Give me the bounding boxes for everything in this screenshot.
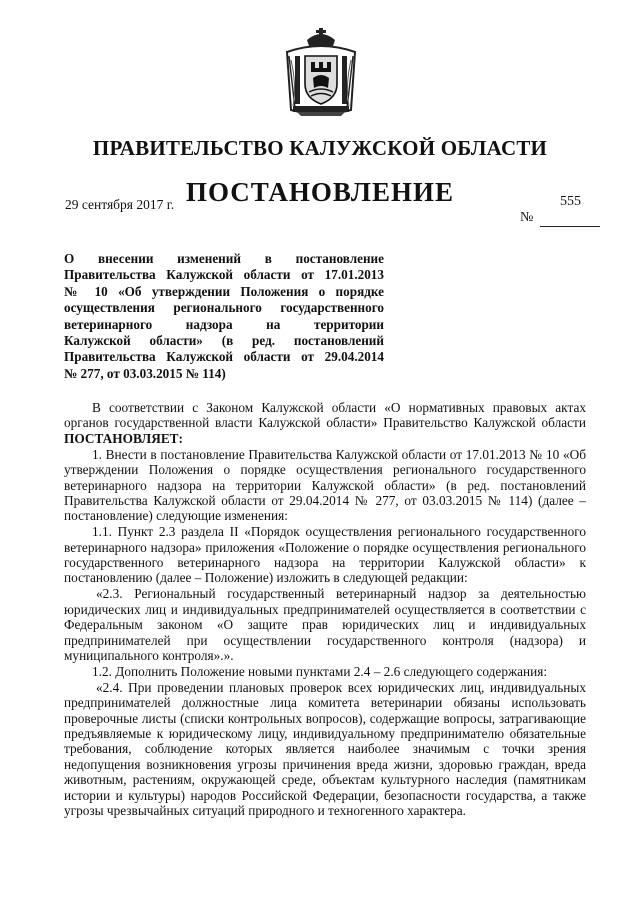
- preamble-text: В соответствии с Законом Калужской области «О нормативных правовых актах органов государственной власти Калужской области» Правительство Калужской области: [64, 400, 586, 431]
- number-label: №: [520, 210, 534, 225]
- clause-1-2: 1.2. Дополнить Положение новыми пунктами 2.4 – 2.6 следующего содержания:: [92, 663, 548, 679]
- document-date: 29 сентября 2017 г.: [65, 197, 175, 212]
- document-body: [64, 400, 586, 818]
- subject-line: Правительства Калужской области от 29.04.2014: [64, 349, 384, 365]
- subject-line: № 277, от 03.03.2015 № 114): [64, 365, 226, 381]
- number-underline: [540, 226, 600, 227]
- clause-2-3-new-text: «2.3. Региональный государственный ветеринарный надзор за деятельностью юридических лиц и индивидуальных предпринимателей осуществляется в соответствии с Федеральным законом «О защите прав юридических лиц и индивидуальных предпринимателей при осуществлении государственного контроля (надзора) и муниципального контроля».».: [64, 586, 586, 663]
- clause-2-4-new-text: «2.4. При проведении плановых проверок всех юридических лиц, индивидуальных предпринимателей должностные лица комитета ветеринарии обязаны использовать проверочные листы (списки контрольных вопросов), содержащие вопросы, затрагивающие предъявляемые к юридическому лицу, индивидуальному предпринимателю обязательные требования, соблюдение которых является наиболее значимым с точки зрения недопущения возникновения угрозы причинения вреда жизни, здоровью граждан, вреда животным, растениям, окружающей среде, объектам культурного наследия (памятникам истории и культуры) народов Российской Федерации, безопасности государства, а также угрозы чрезвычайных ситуаций природного и техногенного характера.: [64, 679, 586, 819]
- subject-line: Правительства Калужской области от 17.01.2013: [64, 267, 384, 283]
- coat-of-arms-emblem: [281, 26, 361, 118]
- subject-line: осуществления регионального государственного: [64, 300, 384, 316]
- subject-line: О внесении изменений в постановление: [64, 251, 384, 266]
- document-number: 555: [560, 194, 581, 209]
- subject-line: Калужской области» (в ред. постановлений: [64, 333, 384, 349]
- clause-1-1: 1.1. Пункт 2.3 раздела II «Порядок осуществления регионального государственного ветеринарного надзора» приложения «Положение о порядке осуществления регионального государственного ветеринарного надзора на территории Калужской области» к постановлению (далее – Положение) изложить в следующей редакции:: [64, 524, 586, 586]
- clause-1: 1. Внести в постановление Правительства Калужской области от 17.01.2013 № 10 «Об утверждении Положения о порядке осуществления регионального государственного ветеринарного надзора на территории Калужской области» (в ред. постановлений Правительства Калужской области от 29.04.2014 № 277, от 03.03.2015 № 114) (далее – постановление) следующие изменения:: [64, 446, 586, 524]
- document-subject: [64, 251, 384, 382]
- resolves-keyword: ПОСТАНОВЛЯЕТ:: [64, 430, 183, 446]
- preamble-paragraph: [64, 400, 586, 446]
- document-type: ПОСТАНОВЛЕНИЕ: [185, 177, 455, 207]
- subject-line: № 10 «Об утверждении Положения о порядке: [64, 283, 384, 299]
- government-title: ПРАВИТЕЛЬСТВО КАЛУЖСКОЙ ОБЛАСТИ: [92, 136, 548, 160]
- subject-line: ветеринарного надзора на территории: [64, 316, 384, 332]
